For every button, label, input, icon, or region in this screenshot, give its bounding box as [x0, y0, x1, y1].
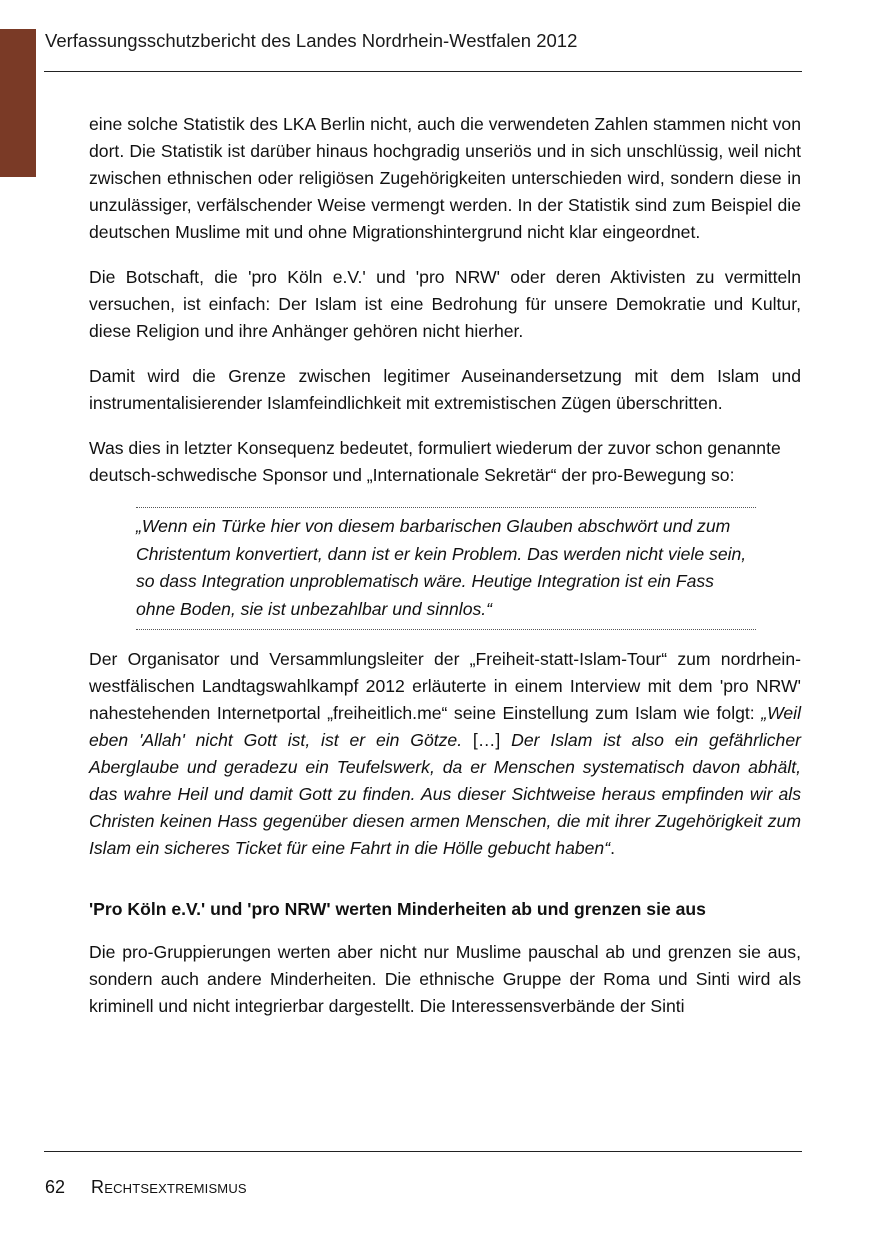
inline-quote-2: Der Islam ist also ein gefährlicher Aberglaube und geradezu ein Teufelswerk, da er Menschen systematisch davon abhält, das wahre Heil und damit Gott zu finden. Aus dieser Sichtweise heraus empfinden wir als Christen keinen Hass gegenüber diesen armen Menschen, die mit ihrer Zugehörigkeit zum Islam ein sicheres Ticket für eine Fahrt in die Hölle gebucht haben“ [89, 730, 801, 858]
body-paragraph-3: Damit wird die Grenze zwischen legitimer Auseinandersetzung mit dem Islam und instrumentalisierender Islamfeindlichkeit mit extremistischen Zügen überschritten. [89, 366, 801, 413]
body-paragraph-5 [89, 646, 801, 862]
body-paragraph-2: Die Botschaft, die 'pro Köln e.V.' und 'pro NRW' oder deren Aktivisten zu vermitteln versuchen, ist einfach: Der Islam ist eine Bedrohung für unsere Demokratie und Kultur, diese Religion und ihre Anhänger gehören nicht hierher. [89, 267, 801, 341]
footer-section-title: Rechtsextremismus [91, 1177, 247, 1197]
chapter-color-tab [0, 29, 36, 177]
section-heading: 'Pro Köln e.V.' und 'pro NRW' werten Minderheiten ab und grenzen sie aus [89, 899, 706, 919]
page-body [89, 111, 801, 1038]
header-divider [44, 71, 802, 72]
body-paragraph-4: Was dies in letzter Konsequenz bedeutet, formuliert wiederum der zuvor schon genannte deutsch-schwedische Sponsor und „Internationale Sekretär“ der pro-Bewegung so: [89, 438, 781, 485]
body-paragraph-6: Die pro-Gruppierungen werten aber nicht nur Muslime pauschal ab und grenzen sie aus, sondern auch andere Minderheiten. Die ethnische Gruppe der Roma und Sinti wird als kriminell und nicht integrierbar dargestellt. Die Interessensverbände der Sinti [89, 942, 801, 1016]
running-header-title: Verfassungsschutzbericht des Landes Nordrhein-Westfalen 2012 [45, 30, 578, 51]
inline-quote-1: „Weil eben 'Allah' nicht Gott ist, ist er ein Götze. [89, 703, 801, 750]
body-paragraph-1: eine solche Statistik des LKA Berlin nicht, auch die verwendeten Zahlen stammen nicht von dort. Die Statistik ist darüber hinaus hochgradig unseriös und in sich unschlüssig, weil nicht zwischen ethnischen oder religiösen Zugehörigkeiten unterschieden wird, sondern diese in unzulässiger, verfälschender Weise vermengt werden. In der Statistik sind zum Beispiel die deutschen Muslime mit und ohne Migrationshintergrund nicht klar eingeordnet. [89, 114, 801, 242]
quote-ellipsis: […] [462, 730, 512, 750]
paragraph-5-intro: Der Organisator und Versammlungsleiter der „Freiheit-statt-Islam-Tour“ zum nordrhein-westfälischen Landtagswahlkampf 2012 erläuterte in einem Interview mit dem 'pro NRW' nahestehenden Internetportal „freiheitlich.me“ seine Einstellung zum Islam wie folgt: [89, 649, 801, 723]
page-number: 62 [45, 1177, 66, 1197]
paragraph-5-end: . [610, 838, 615, 858]
block-quote: „Wenn ein Türke hier von diesem barbarischen Glauben abschwört und zum Christentum konvertiert, dann ist er kein Problem. Das werden nicht viele sein, so dass Integration unproblematisch wäre. Heutige Integration ist ein Fass ohne Boden, sie ist unbezahlbar und sinnlos.“ [136, 507, 756, 630]
footer-divider [44, 1151, 802, 1152]
